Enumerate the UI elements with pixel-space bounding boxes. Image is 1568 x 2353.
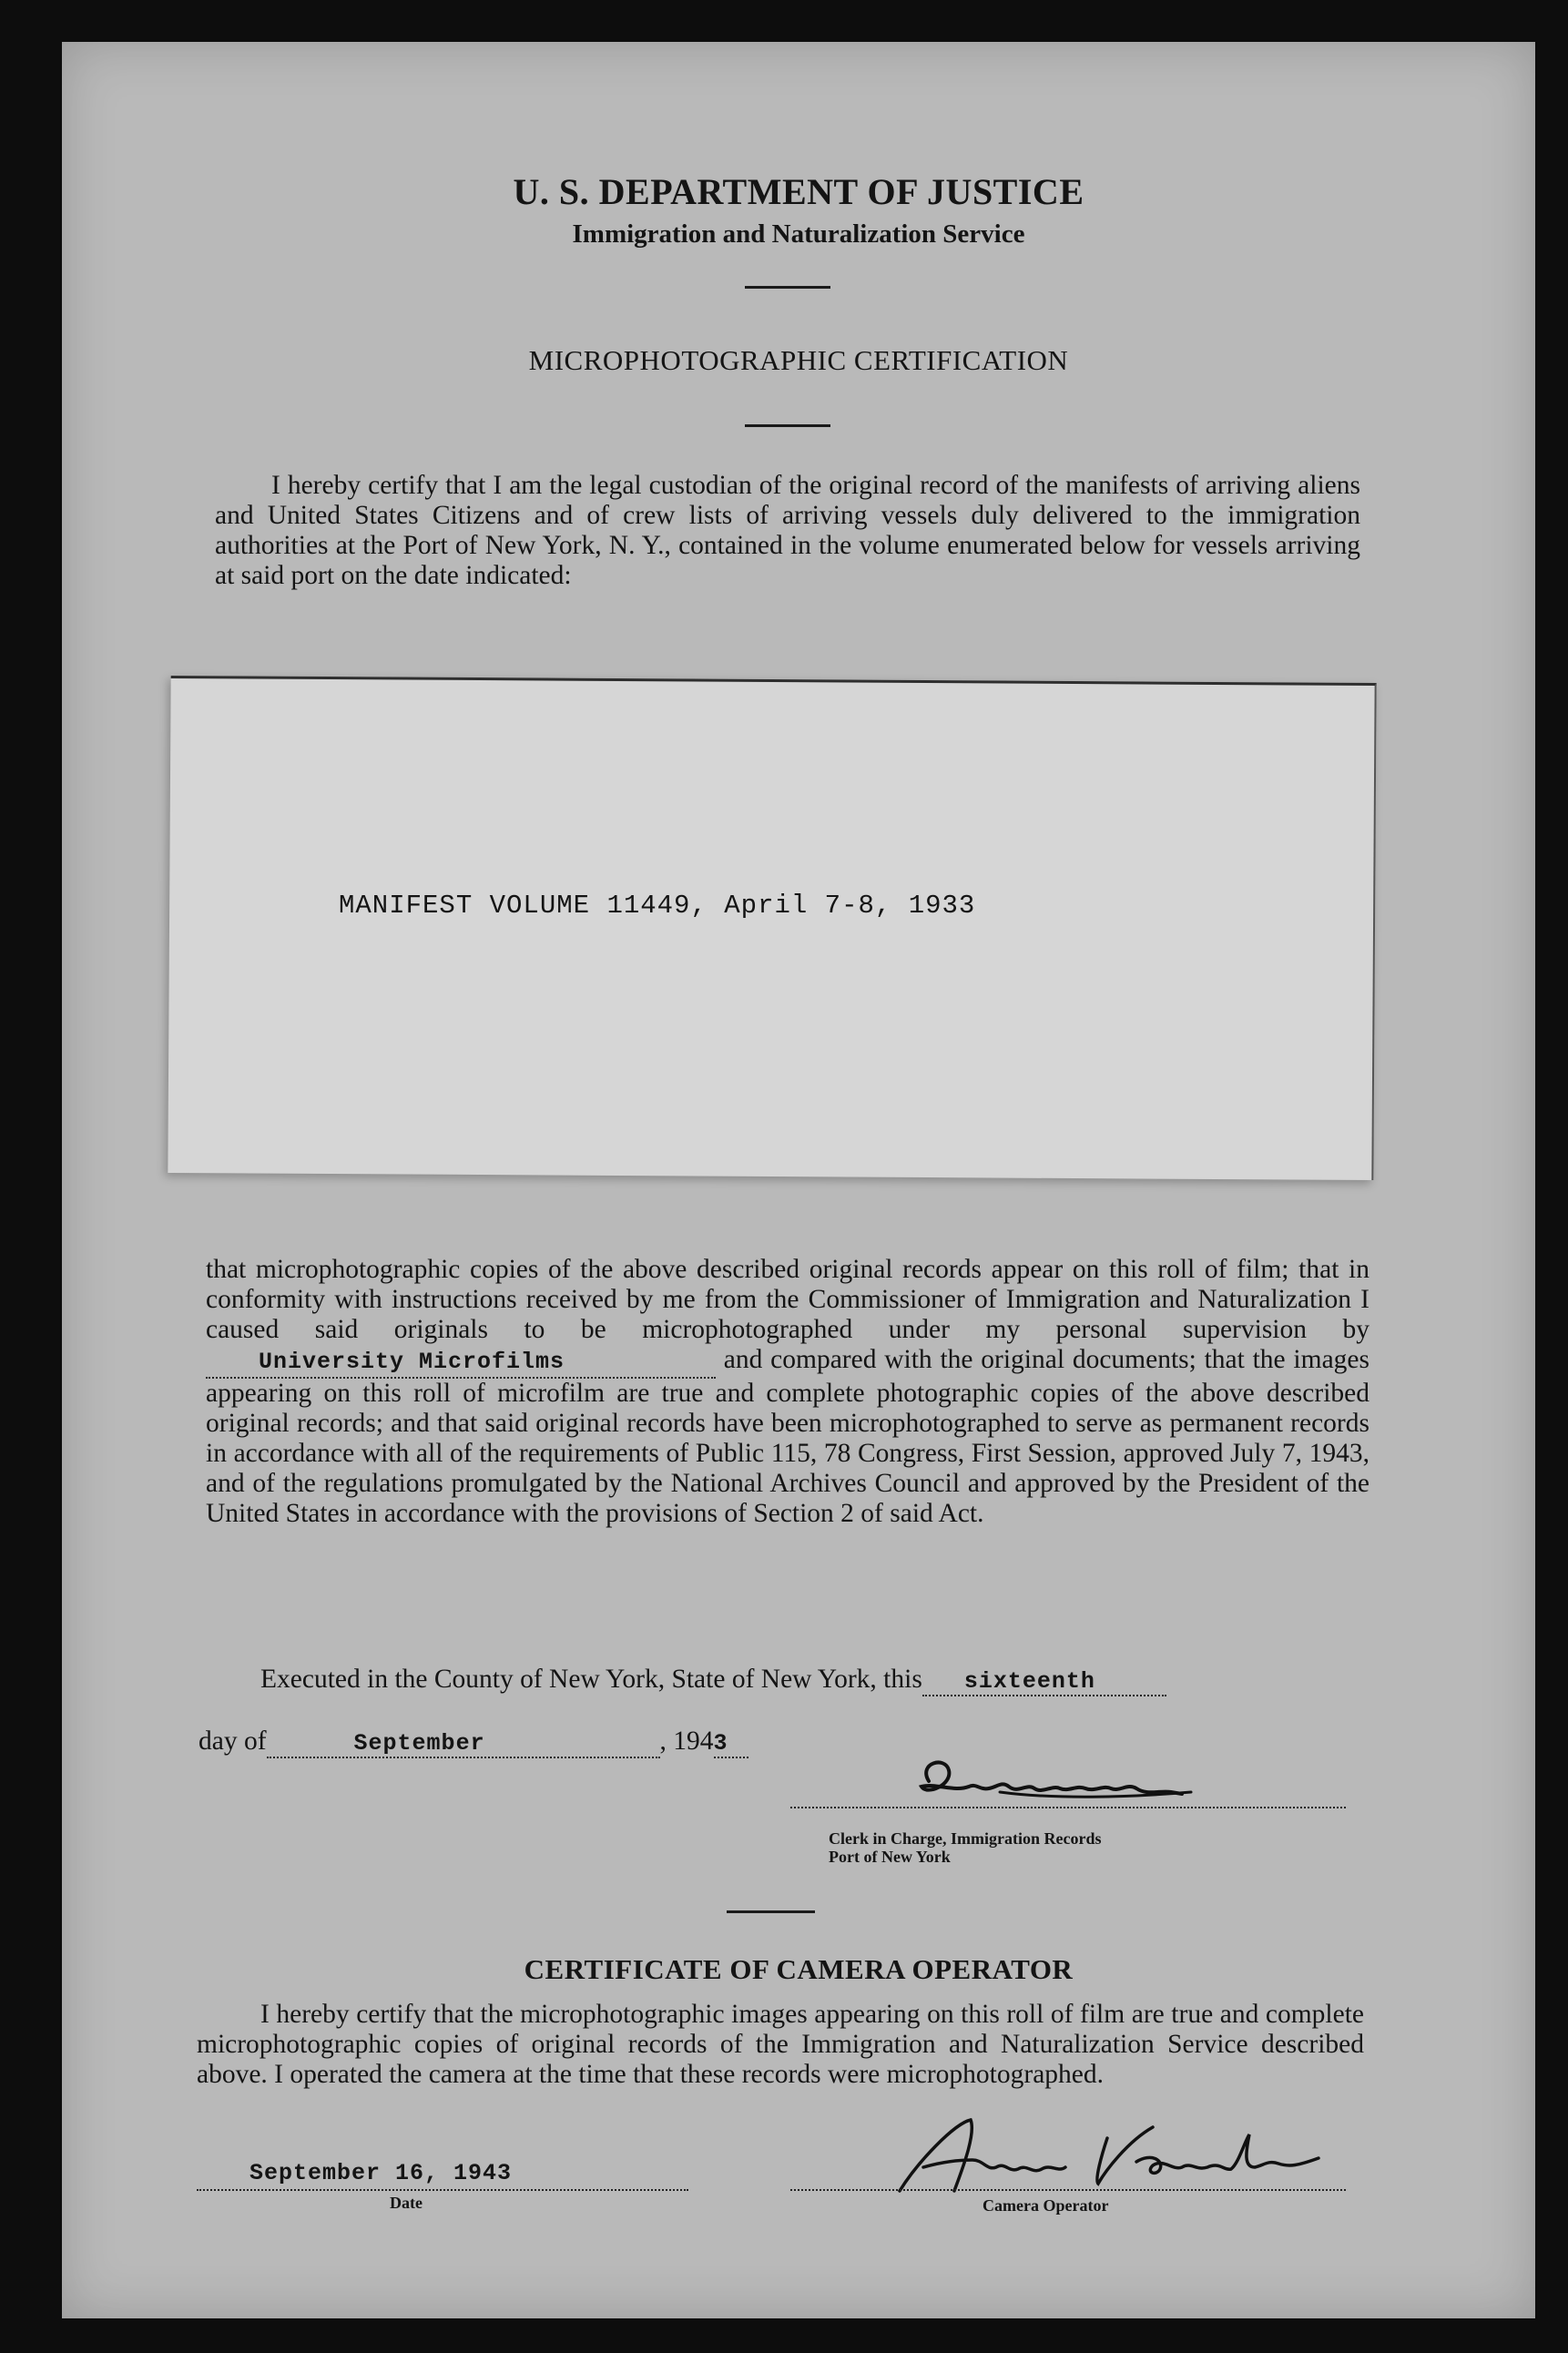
certificate-page bbox=[62, 42, 1535, 2318]
execution-day-field bbox=[922, 1665, 1166, 1696]
manifest-volume-label: MANIFEST VOLUME 11449, April 7-8, 1933 bbox=[339, 891, 976, 921]
camera-operator-caption: Camera Operator bbox=[983, 2196, 1109, 2215]
operator-date-value: September 16, 1943 bbox=[249, 2160, 513, 2186]
clerk-caption-line1: Clerk in Charge, Immigration Records bbox=[829, 1829, 1102, 1848]
execution-date-line bbox=[199, 1727, 748, 1758]
execution-line bbox=[260, 1665, 1353, 1696]
execution-year-value: 3 bbox=[713, 1730, 728, 1757]
camera-operator-certificate-title: CERTIFICATE OF CAMERA OPERATOR bbox=[524, 1953, 1074, 1985]
copies-paragraph bbox=[206, 1255, 1369, 1529]
camera-operator-signature-line bbox=[790, 2189, 1346, 2191]
certification-title: MICROPHOTOGRAPHIC CERTIFICATION bbox=[528, 344, 1069, 376]
execution-year-field bbox=[714, 1727, 748, 1758]
divider-rule-bottom bbox=[727, 1910, 815, 1913]
execution-text: Executed in the County of New York, State of New York, this bbox=[260, 1665, 922, 1694]
clerk-caption bbox=[829, 1829, 1101, 1866]
operator-date-field bbox=[197, 2160, 688, 2191]
camera-operator-signature bbox=[863, 2107, 1373, 2207]
service-subheading: Immigration and Naturalization Service bbox=[572, 219, 1025, 249]
execution-day-value: sixteenth bbox=[963, 1668, 1095, 1695]
custodian-paragraph: I hereby certify that I am the legal custodian of the original record of the manifests of arriving aliens and United States Citizens and of crew lists of arriving vessels duly delivered to the immigration authorities at the Port of New York, N. Y., contained in the volume enumerated below for vessels arriving at said port on the date indicated: bbox=[215, 471, 1360, 590]
pasted-volume-slip bbox=[168, 676, 1376, 1180]
divider-rule-top bbox=[745, 286, 830, 289]
camera-operator-paragraph: I hereby certify that the microphotographic images appearing on this roll of film are true and complete microphotographic copies of original records of the Immigration and Naturalization Service described above. I operated the camera at the time that these records were microphotographed. bbox=[197, 2000, 1364, 2089]
date-caption: Date bbox=[390, 2194, 423, 2212]
clerk-caption-line2: Port of New York bbox=[829, 1848, 951, 1866]
photographer-value: University Microfilms bbox=[259, 1349, 565, 1375]
photographer-field bbox=[206, 1345, 716, 1379]
execution-month-field bbox=[267, 1727, 660, 1758]
execution-month-value: September bbox=[353, 1730, 485, 1757]
department-heading: U. S. DEPARTMENT OF JUSTICE bbox=[513, 171, 1084, 212]
divider-rule-middle bbox=[745, 424, 830, 427]
day-of-label: day of bbox=[199, 1727, 267, 1756]
copies-paragraph-part2: and compared with the original documents; that the images appearing on this roll of microfilm are true and complete photographic copies of the above described original records; and that said original records have been microphotographed to serve as permanent records in accordance with all of the requirements of Public 115, 78 Congress, First Session, approved July 7, 1943, and of the regulations promulgated by the National Archives Council and approved by the President of the United States in accordance with the provisions of Section 2 of said Act. bbox=[206, 1345, 1369, 1528]
clerk-signature-line bbox=[790, 1807, 1346, 1808]
year-prefix: , 194 bbox=[659, 1727, 714, 1756]
copies-paragraph-part1: that microphotographic copies of the above described original records appear on this roll of film; that in conformity with instructions received by me from the Commissioner of Immigration and Naturalization I caused said originals to be microphotographed under my personal supervision by bbox=[206, 1255, 1369, 1344]
clerk-signature bbox=[881, 1747, 1300, 1812]
